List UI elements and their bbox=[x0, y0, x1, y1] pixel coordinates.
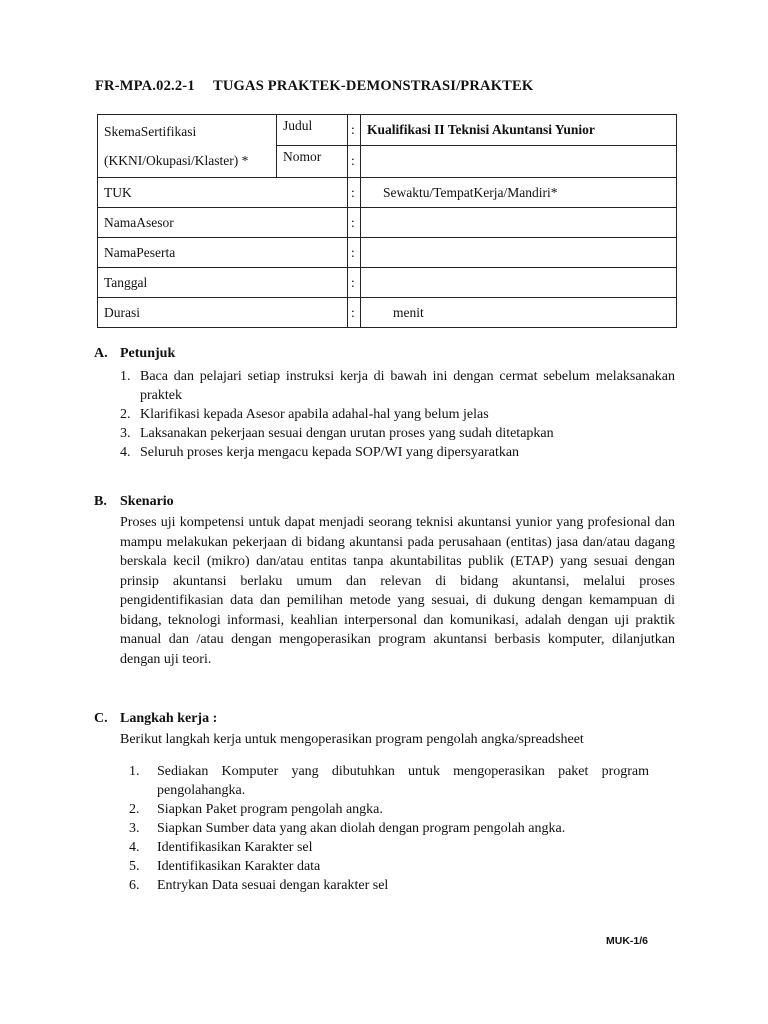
table-row-durasi bbox=[98, 298, 677, 328]
section-a-letter: A. bbox=[94, 346, 108, 361]
list-item: 1. Baca dan pelajari setiap instruksi kerja di bawah ini dengan cermat sebelum melaksanakan praktek bbox=[120, 369, 675, 403]
skema-cell bbox=[98, 115, 277, 178]
list-item: 3. Siapkan Sumber data yang akan diolah dengan program pengolah angka. bbox=[129, 821, 566, 836]
nama-peserta-label: NamaPeserta bbox=[98, 238, 348, 268]
nomor-label: Nomor bbox=[277, 145, 348, 177]
petunjuk-list bbox=[120, 367, 675, 462]
nomor-value bbox=[361, 145, 677, 177]
table-row-nama-peserta bbox=[98, 238, 677, 268]
nama-asesor-value bbox=[361, 208, 677, 238]
section-b-heading bbox=[94, 494, 174, 510]
durasi-value: menit bbox=[361, 298, 677, 328]
list-item: 1. Sediakan Komputer yang dibutuhkan untuk mengoperasikan paket program pengolahangka. bbox=[129, 764, 649, 798]
table-row-tanggal bbox=[98, 268, 677, 298]
section-c-title: Langkah kerja : bbox=[120, 711, 218, 726]
nama-peserta-colon: : bbox=[348, 238, 361, 268]
nomor-colon: : bbox=[348, 145, 361, 177]
list-item: 3. Laksanakan pekerjaan sesuai dengan urutan proses yang sudah ditetapkan bbox=[120, 426, 554, 441]
tanggal-label: Tanggal bbox=[98, 268, 348, 298]
langkah-list bbox=[129, 762, 649, 895]
skema-label-line1: SkemaSertifikasi bbox=[104, 124, 197, 139]
table-row-nama-asesor bbox=[98, 208, 677, 238]
form-title: TUGAS PRAKTEK-DEMONSTRASI/PRAKTEK bbox=[213, 78, 534, 94]
judul-value: Kualifikasi II Teknisi Akuntansi Yunior bbox=[361, 115, 677, 146]
list-item: 2. Klarifikasi kepada Asesor apabila adahal-hal yang belum jelas bbox=[120, 407, 489, 422]
list-item: 4. Identifikasikan Karakter sel bbox=[129, 840, 313, 855]
judul-colon: : bbox=[348, 115, 361, 146]
nama-peserta-value bbox=[361, 238, 677, 268]
durasi-label: Durasi bbox=[98, 298, 348, 328]
tuk-colon: : bbox=[348, 178, 361, 208]
form-code: FR-MPA.02.2-1 bbox=[95, 78, 195, 94]
list-item: 2. Siapkan Paket program pengolah angka. bbox=[129, 802, 383, 817]
page-number: MUK-1/6 bbox=[606, 935, 649, 947]
section-a-heading bbox=[94, 346, 175, 362]
tuk-value: Sewaktu/TempatKerja/Mandiri* bbox=[361, 178, 677, 208]
langkah-intro: Berikut langkah kerja untuk mengoperasikan program pengolah angka/spreadsheet bbox=[120, 732, 584, 747]
nama-asesor-label: NamaAsesor bbox=[98, 208, 348, 238]
durasi-colon: : bbox=[348, 298, 361, 328]
nama-asesor-colon: : bbox=[348, 208, 361, 238]
tuk-label: TUK bbox=[98, 178, 348, 208]
section-c-letter: C. bbox=[94, 711, 108, 726]
list-item: 6. Entrykan Data sesuai dengan karakter sel bbox=[129, 878, 389, 893]
table-row-tuk bbox=[98, 178, 677, 208]
document-title bbox=[95, 78, 533, 95]
judul-label: Judul bbox=[277, 115, 348, 146]
skema-label-line2: (KKNI/Okupasi/Klaster) * bbox=[104, 153, 249, 168]
list-item: 5. Identifikasikan Karakter data bbox=[129, 859, 321, 874]
tanggal-colon: : bbox=[348, 268, 361, 298]
skenario-paragraph: Proses uji kompetensi untuk dapat menjadi seorang teknisi akuntansi yunior yang profesional dan mampu melakukan pekerjaan di bidang akuntansi pada perusahaan (entitas) jasa dan/atau dagang berskala kecil (mikro) dan/atau entitas tanpa akuntabilitas publik (ETAP) yang sesuai dengan prinsip akuntansi berlaku umum dan relevan di bidang akuntansi, melalui proses pengidentifikasian data dan pemilihan metode yang sesuai, di dukung dengan kemampuan di bidang, teknologi informasi, keahlian interpersonal dan komunikasi, adalah dengan uji praktik manual dan /atau dengan mengoperasikan program akuntansi berbasis komputer, dilanjutkan dengan uji teori. bbox=[120, 515, 675, 667]
info-table bbox=[97, 114, 677, 328]
section-b-letter: B. bbox=[94, 494, 107, 509]
tanggal-value bbox=[361, 268, 677, 298]
section-c-heading bbox=[94, 711, 217, 727]
table-row-judul bbox=[98, 115, 677, 146]
section-a-title: Petunjuk bbox=[120, 346, 176, 361]
list-item: 4. Seluruh proses kerja mengacu kepada SOP/WI yang dipersyaratkan bbox=[120, 445, 520, 460]
section-b-title: Skenario bbox=[120, 494, 174, 509]
